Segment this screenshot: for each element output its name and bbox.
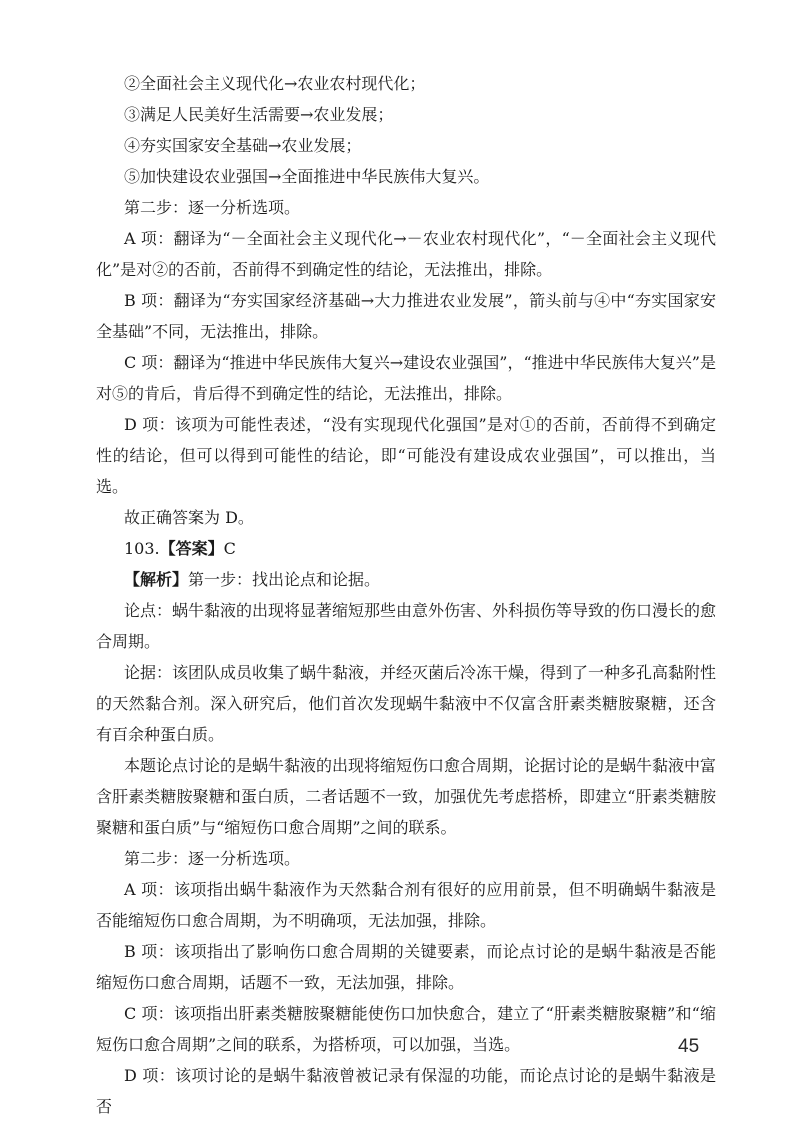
analysis-tag: 【解析】: [124, 570, 189, 589]
q103-number: 103.: [124, 539, 160, 558]
q102-option-a: A 项：翻译为“－全面社会主义现代化→－农业农村现代化”，“－全面社会主义现代化”是对②的否前，否前得不到确定性的结论，无法推出，排除。: [96, 229, 716, 279]
answer-tag: 【答案】: [159, 539, 224, 558]
page-number: 45: [678, 1036, 700, 1057]
q103-step1: 第一步：找出论点和论据。: [188, 570, 381, 589]
q103-answer-line: [96, 533, 716, 564]
q103-analysis-line: [96, 564, 716, 595]
q102-step2: 第二步：逐一分析选项。: [124, 198, 301, 217]
q102-option-b: B 项：翻译为“夯实国家经济基础→大力推进农业发展”，箭头前与④中“夯实国家安全基础”不同，无法推出，排除。: [96, 291, 716, 341]
q103-option-a: A 项：该项指出蜗牛黏液作为天然黏合剂有很好的应用前景，但不明确蜗牛黏液是否能缩短伤口愈合周期，为不明确项，无法加强，排除。: [96, 880, 716, 930]
q103-evidence: 论据：该团队成员收集了蜗牛黏液，并经灭菌后冷冻干燥，得到了一种多孔高黏附性的天然黏合剂。深入研究后，他们首次发现蜗牛黏液中不仅富含肝素类糖胺聚糖，还含有百余种蛋白质。: [96, 663, 717, 744]
premise-line-3: ③满足人民美好生活需要→农业发展；: [124, 105, 394, 124]
premise-line-5: ⑤加快建设农业强国→全面推进中华民族伟大复兴。: [124, 167, 490, 186]
q103-option-c: C 项：该项指出肝素类糖胺聚糖能使伤口加快愈合，建立了“肝素类糖胺聚糖”和“缩短伤口愈合周期”之间的联系，为搭桥项，可以加强，当选。: [96, 1004, 716, 1054]
q103-option-b: B 项：该项指出了影响伤口愈合周期的关键要素，而论点讨论的是蜗牛黏液是否能缩短伤口愈合周期，话题不一致，无法加强，排除。: [96, 942, 716, 992]
q103-step2: 第二步：逐一分析选项。: [124, 849, 301, 868]
q102-option-c: C 项：翻译为“推进中华民族伟大复兴→建设农业强国”，“推进中华民族伟大复兴”是对⑤的肯后，肯后得不到确定性的结论，无法推出，排除。: [96, 353, 716, 403]
q102-option-d: D 项：该项为可能性表述，“没有实现现代化强国”是对①的否前，否前得不到确定性的结论，但可以得到可能性的结论，即“可能没有建设成农业强国”，可以推出，当选。: [96, 415, 716, 496]
q103-summary: 本题论点讨论的是蜗牛黏液的出现将缩短伤口愈合周期，论据讨论的是蜗牛黏液中富含肝素类糖胺聚糖和蛋白质，二者话题不一致，加强优先考虑搭桥，即建立“肝素类糖胺聚糖和蛋白质”与“缩短伤口愈合周期”之间的联系。: [96, 756, 717, 837]
q103-option-d: D 项：该项讨论的是蜗牛黏液曾被记录有保湿的功能，而论点讨论的是蜗牛黏液是否: [96, 1066, 716, 1116]
answer-value: C: [223, 539, 236, 558]
document-body: [96, 68, 716, 1122]
q102-conclusion: 故正确答案为 D。: [124, 508, 254, 527]
premise-line-4: ④夯实国家安全基础→农业发展；: [124, 136, 362, 155]
q103-thesis: 论点：蜗牛黏液的出现将显著缩短那些由意外伤害、外科损伤等导致的伤口漫长的愈合周期。: [96, 601, 717, 651]
premise-line-2: ②全面社会主义现代化→农业农村现代化；: [124, 74, 426, 93]
